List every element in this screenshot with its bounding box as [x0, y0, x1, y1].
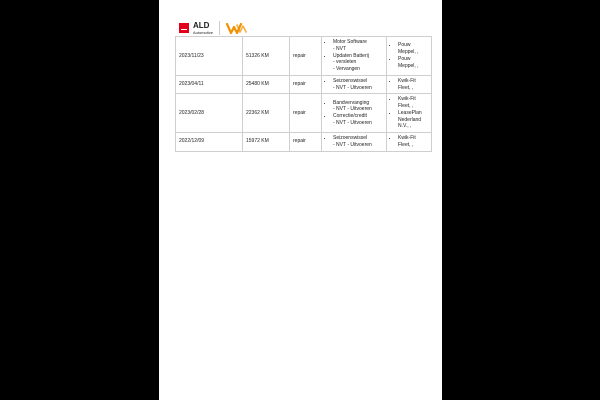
history-date: 2022/12/09 — [176, 133, 243, 152]
work-item — [333, 113, 383, 127]
workshop-item: • Pouw Meppel, , — [398, 56, 428, 70]
work-item-name: • Motor Software — [333, 39, 367, 45]
history-type: repair — [290, 37, 322, 76]
document-page — [159, 0, 442, 400]
history-work — [322, 75, 387, 94]
work-list — [325, 135, 383, 149]
workshop-item: • LeasePlan Nederland N.V., , — [398, 110, 428, 130]
workshop-list — [390, 78, 428, 92]
history-mileage: 25480 KM — [243, 75, 290, 94]
workshop-list — [390, 135, 428, 149]
history-workshop — [387, 37, 432, 76]
ald-brand: ALD — [193, 20, 210, 30]
work-item-status: - NVT - Uitvoeren — [333, 119, 372, 126]
maintenance-history-body — [176, 37, 432, 152]
history-date: 2023/02/28 — [176, 94, 243, 133]
work-item — [333, 53, 383, 73]
work-item-name: • Updaten Batterij — [333, 52, 369, 59]
workshop-item: • Kwik-Fit Fleet, , — [398, 78, 428, 92]
work-item — [333, 78, 383, 92]
work-item-status: - NVT - Uitvoeren — [333, 84, 372, 91]
header-logos — [179, 20, 248, 36]
work-item-name: • Seizoenswissel — [333, 135, 368, 141]
work-list — [325, 100, 383, 127]
logo-divider — [219, 21, 220, 35]
work-item-status: - NVT - Uitvoeren — [333, 106, 372, 113]
history-mileage: 51326 KM — [243, 37, 290, 76]
ald-logo-icon — [179, 23, 189, 33]
ald-brand-sub: Automotive — [193, 29, 214, 35]
workshop-item: • Pouw Meppel, , — [398, 42, 428, 56]
maintenance-history-table — [175, 36, 432, 152]
work-item — [333, 39, 383, 53]
workshop-item: • Kwik-Fit Fleet, , — [398, 96, 428, 110]
work-item-name: • Correctie/credit — [333, 113, 367, 120]
history-workshop — [387, 75, 432, 94]
history-workshop — [387, 94, 432, 133]
workshop-list — [390, 42, 428, 69]
history-mileage: 15972 KM — [243, 133, 290, 152]
history-row — [176, 37, 432, 76]
history-date: 2023/11/23 — [176, 37, 243, 76]
work-list — [325, 78, 383, 92]
work-list — [325, 39, 383, 73]
history-row — [176, 94, 432, 133]
history-type: repair — [290, 133, 322, 152]
workshop-item: • Kwik-Fit Fleet, , — [398, 135, 428, 149]
history-type: repair — [290, 94, 322, 133]
work-item — [333, 100, 383, 114]
workshop-list — [390, 96, 428, 130]
history-row — [176, 75, 432, 94]
history-work — [322, 133, 387, 152]
ald-logo-text — [193, 22, 213, 35]
history-row — [176, 133, 432, 152]
work-item — [333, 135, 383, 149]
work-item-status: - NVT - Uitvoeren — [333, 141, 372, 148]
work-item-status: - versleten — [333, 59, 357, 66]
history-date: 2023/04/11 — [176, 75, 243, 94]
history-workshop — [387, 133, 432, 152]
work-item-status: - NVT — [333, 45, 347, 52]
history-work — [322, 37, 387, 76]
work-item-name: • Bandvervanging — [333, 99, 370, 106]
history-work — [322, 94, 387, 133]
history-type: repair — [290, 75, 322, 94]
ww-logo-icon — [226, 21, 248, 35]
work-item-status: - Vervangen — [333, 66, 360, 72]
work-item-name: • Seizoenswissel — [333, 77, 368, 84]
history-mileage: 22362 KM — [243, 94, 290, 133]
